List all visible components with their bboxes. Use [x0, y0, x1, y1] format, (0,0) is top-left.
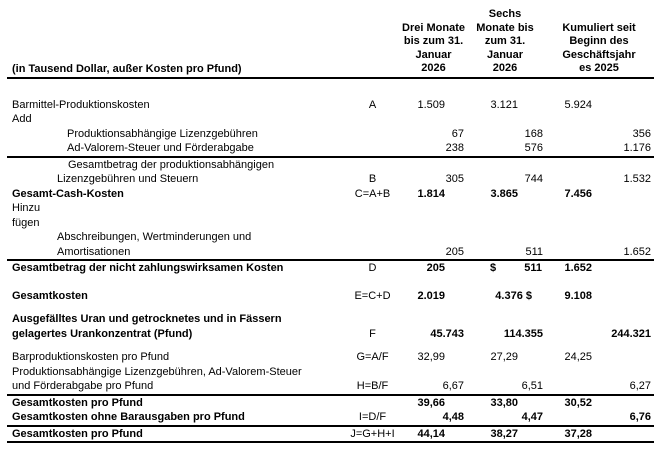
row-urankonzentrat-pfund: [7, 312, 654, 341]
header-line: Drei Monate: [402, 21, 465, 34]
formula-letter: C=A+B: [354, 187, 391, 200]
row-label: Gesamtbetrag der nicht zahlungswirksamen Kosten: [12, 262, 284, 274]
row-abschreibungen-amortisationen: [7, 230, 654, 261]
row-label: [7, 230, 344, 259]
value-period1: 45.743: [430, 327, 464, 340]
row-barmittel-produktionskosten: [7, 98, 654, 113]
row-label: [7, 201, 654, 230]
value-period1: 2.019: [417, 289, 445, 302]
value-period3: 244.321: [611, 327, 651, 340]
row-gesamtkosten: [7, 289, 654, 304]
value-period3: 1.176: [623, 142, 651, 154]
label-line: fügen: [12, 216, 40, 229]
spacer: [7, 303, 654, 312]
label-line: Ausgefälltes Uran und getrocknetes und in Fässern: [12, 313, 282, 325]
value-period2: 511: [525, 245, 543, 258]
formula-letter: J=G+H+I: [350, 427, 395, 440]
label-line: Gesamtbetrag der produktionsabhängigen: [68, 158, 275, 171]
row-label: Gesamtkosten pro Pfund: [12, 427, 143, 440]
value-period2: 6,51: [521, 380, 543, 392]
row-produktionsabhaengige-lizenzgebuehren: [7, 127, 654, 142]
row-label: Gesamtkosten ohne Barausgaben pro Pfund: [12, 411, 245, 423]
row-label: Gesamt-Cash-Kosten: [12, 187, 124, 200]
formula-letter: I=D/F: [358, 411, 387, 423]
formula-letter: G=A/F: [356, 351, 389, 363]
value-period2: 3.865: [490, 187, 518, 200]
row-gesamt-cash-kosten: [7, 187, 654, 202]
row-lizenzgebuehren-pro-pfund: [7, 365, 654, 396]
row-barproduktionskosten-pro-pfund: [7, 350, 654, 365]
row-hinzu-fuegen: [7, 201, 654, 230]
row-label: Gesamtkosten: [12, 289, 88, 302]
label-line: Hinzu: [12, 202, 41, 214]
header-line: Kumuliert seit: [562, 21, 636, 34]
formula-letter: D: [368, 262, 377, 274]
row-label: [7, 312, 344, 341]
label-line: Produktionsabhängige Lizenzgebühren, Ad-Valorem-Steuer: [12, 365, 302, 378]
value-period3: 1.532: [623, 173, 651, 185]
value-period3: 6,76: [629, 411, 651, 423]
formula-letter: F: [369, 327, 376, 340]
formula-letter: A: [368, 98, 377, 111]
header-line: Januar: [486, 48, 524, 61]
header-line: es 2025: [579, 62, 619, 74]
value-period3: 6,27: [629, 380, 651, 392]
value-period1: 39,66: [417, 396, 445, 409]
header-line: 2026: [492, 62, 518, 74]
row-gesamtkosten-pro-pfund: [7, 396, 654, 411]
formula-letter: B: [368, 173, 377, 185]
value-period1: 6,67: [442, 380, 464, 392]
header-line: Beginn des: [569, 35, 629, 47]
row-label: [7, 158, 344, 187]
label-line: Amortisationen: [57, 245, 131, 258]
value-period2: 744: [524, 173, 543, 185]
label-line: Lizenzgebühren und Steuern: [57, 173, 199, 185]
row-label: Add: [12, 113, 32, 125]
value-period3: 30,52: [564, 396, 592, 409]
header-line: bis zum 31.: [403, 35, 464, 47]
value-period3: 24,25: [564, 351, 592, 363]
value-period3: 9.108: [564, 289, 592, 302]
formula-letter: H=B/F: [356, 380, 389, 392]
formula-letter: E=C+D: [354, 289, 391, 302]
value-period3: 1.652: [564, 262, 592, 274]
value-period2: 33,80: [490, 396, 518, 409]
row-gesamtbetrag-lizenzgebuehren-steuern: [7, 158, 654, 187]
spacer: [7, 341, 654, 350]
value-period3: 5.924: [564, 98, 592, 111]
header-line: zum 31.: [484, 35, 526, 47]
value-period1: 67: [451, 127, 464, 140]
table-header: [7, 8, 654, 79]
header-line: Sechs: [488, 8, 522, 20]
label-line: und Förderabgabe pro Pfund: [12, 380, 154, 392]
row-label: Barproduktionskosten pro Pfund: [12, 351, 170, 363]
value-period2: 168: [524, 127, 543, 140]
value-period1: 205: [426, 262, 445, 274]
label-line: Abschreibungen, Wertminderungen und: [57, 231, 252, 243]
value-period1: 1.814: [417, 187, 445, 200]
value-period2: 3.121: [490, 98, 518, 111]
value-period1: 205: [445, 245, 464, 258]
header-line: 2026: [421, 62, 446, 74]
header-period-2: [466, 8, 544, 77]
value-amount: 511: [524, 262, 542, 274]
row-nicht-zahlungswirksame-kosten: [7, 261, 654, 276]
value-period2: 4.376 $: [495, 289, 532, 302]
value-period2: 576: [524, 142, 543, 154]
header-period-3: [544, 22, 654, 77]
value-period1: 4,48: [442, 411, 464, 423]
row-label: Gesamtkosten pro Pfund: [12, 396, 143, 409]
header-period-1: [401, 22, 466, 77]
unit-note: (in Tausend Dollar, außer Kosten pro Pfund): [12, 62, 242, 75]
row-label: Produktionsabhängige Lizenzgebühren: [67, 127, 258, 140]
value-period3: 37,28: [564, 427, 592, 440]
row-ad-valorem-steuer: [7, 141, 654, 158]
value-period2: 27,29: [490, 351, 518, 363]
value-period1: 32,99: [417, 351, 445, 363]
spacer: [7, 276, 654, 289]
row-add: [7, 112, 654, 127]
row-label: [7, 365, 344, 394]
value-period1: 44,14: [417, 427, 445, 440]
value-period2: 4,47: [521, 411, 543, 423]
header-line: Geschäftsjahr: [562, 48, 636, 61]
value-period2: [466, 261, 544, 276]
cost-table: [7, 8, 654, 443]
value-period3: 356: [632, 127, 651, 140]
label-line: gelagertes Urankonzentrat (Pfund): [12, 327, 193, 340]
row-gesamtkosten-pro-pfund-total: [7, 427, 654, 444]
row-gesamtkosten-ohne-barausgaben: [7, 410, 654, 427]
value-period1: 305: [445, 173, 464, 185]
value-period2: 38,27: [490, 427, 518, 440]
currency-symbol: $: [490, 262, 497, 274]
value-period3: 7.456: [564, 187, 592, 200]
row-label: Ad-Valorem-Steuer und Förderabgabe: [67, 142, 254, 154]
header-line: Monate bis: [476, 21, 534, 34]
header-line: Januar: [415, 48, 452, 61]
row-label: Barmittel-Produktionskosten: [12, 98, 150, 111]
value-period3: 1.652: [623, 245, 651, 258]
value-period1: 238: [445, 142, 464, 154]
value-period1: 1.509: [417, 98, 445, 111]
value-period2: 114.355: [503, 327, 543, 340]
